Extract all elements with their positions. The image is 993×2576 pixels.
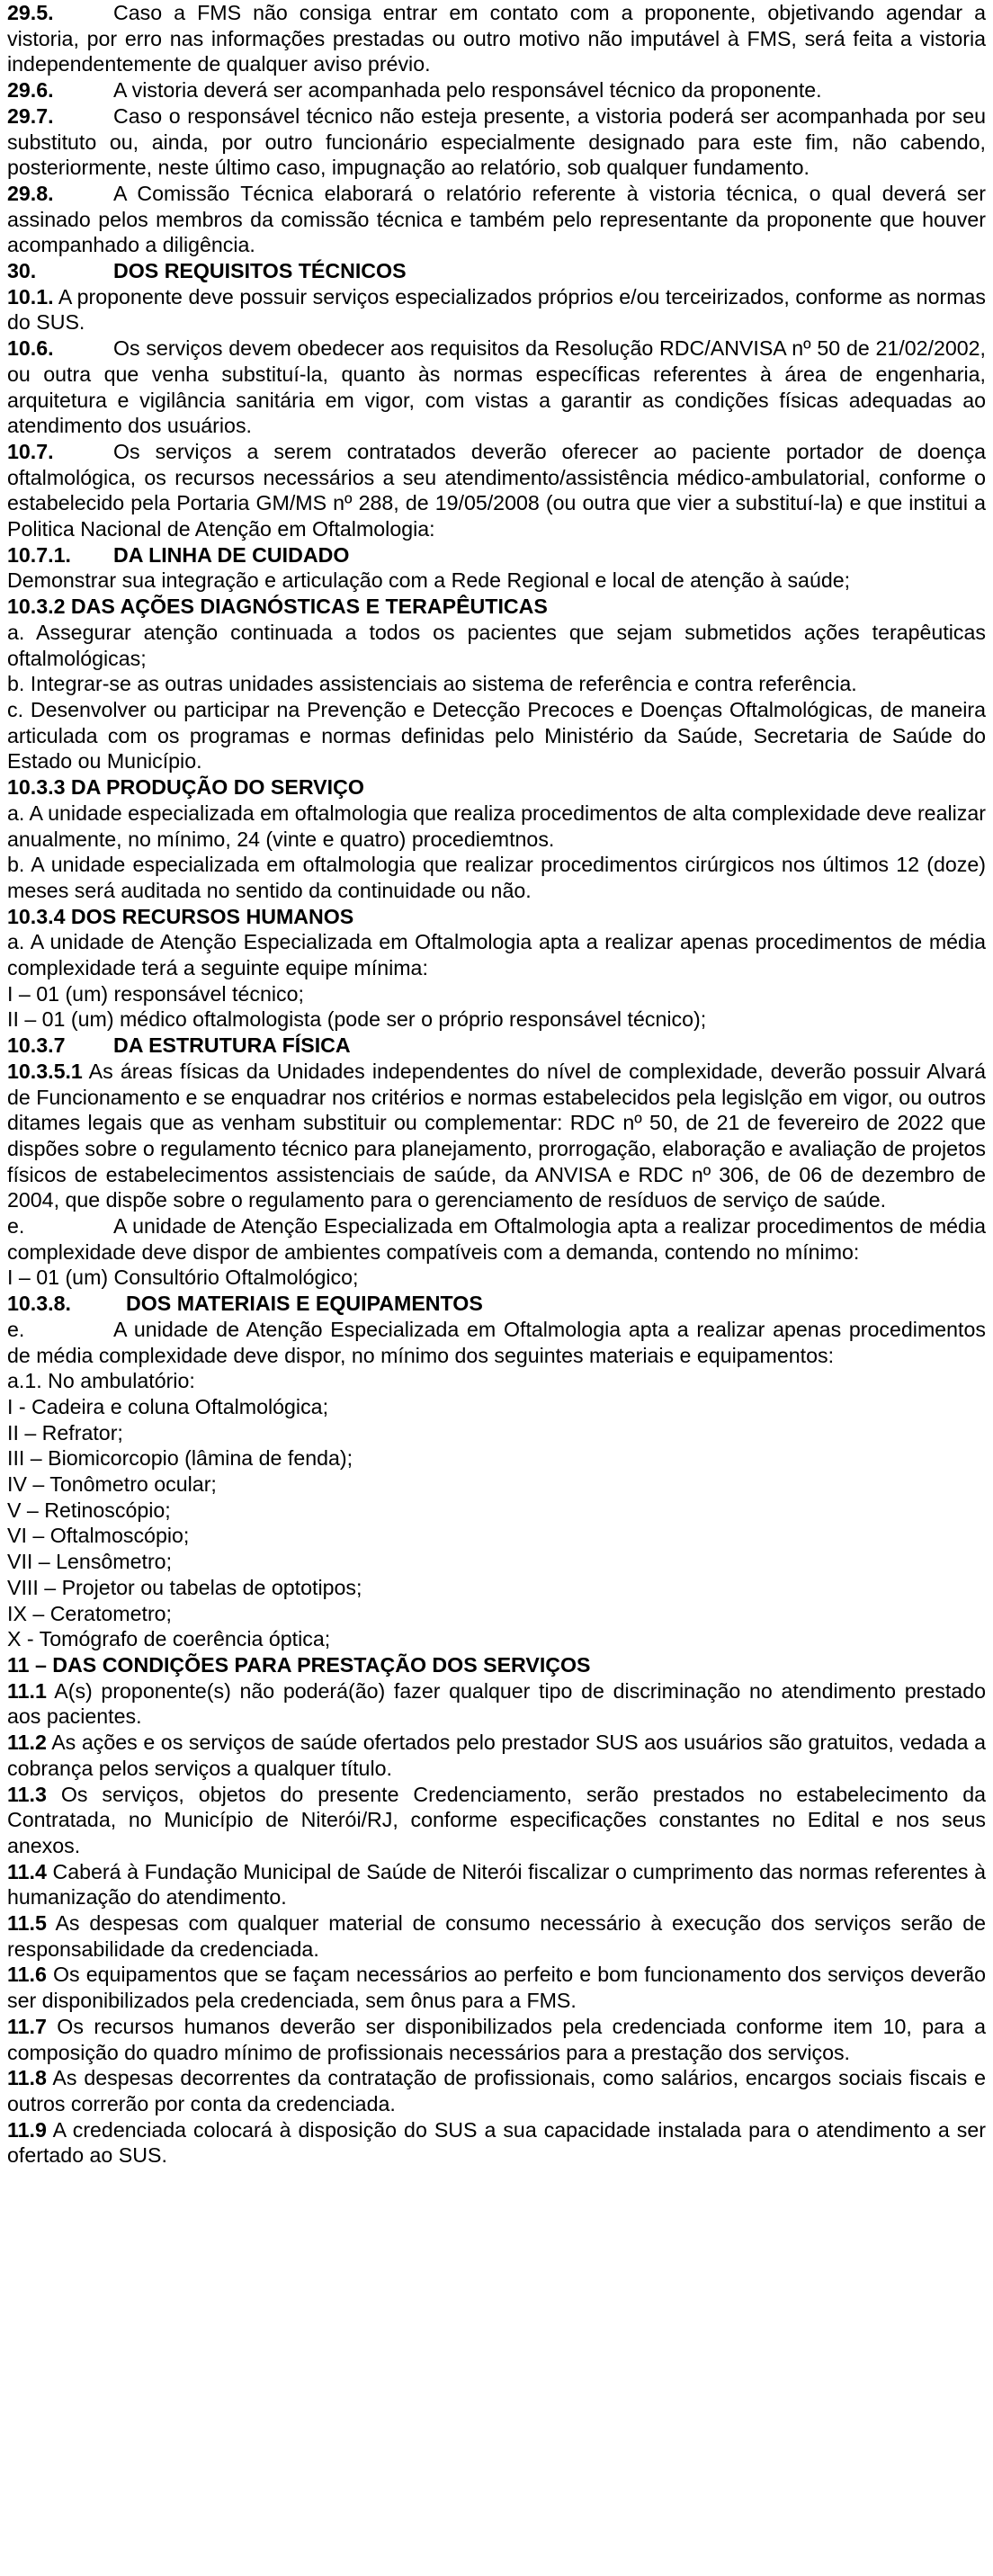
clause-text: Os recursos humanos deverão ser disponibilizados pela credenciada conforme item 10, para a composição do quadro mínimo de profissionais necessários para a prestação dos serviços.	[7, 2014, 986, 2064]
list-item-e	[7, 1317, 986, 1368]
clause-number: 10.7.	[7, 439, 54, 463]
section-title: DOS MATERIAIS E EQUIPAMENTOS	[126, 1292, 483, 1316]
list-item-a	[7, 801, 986, 852]
clause-text: II – Refrator;	[7, 1420, 123, 1445]
clause-text: b. A unidade especializada em oftalmologia que realizar procedimentos cirúrgicos nos últimos 12 (doze) meses será auditada no sentido da continuidade ou não.	[7, 853, 986, 902]
paragraph-11-4	[7, 1859, 986, 1910]
paragraph-11-6	[7, 1962, 986, 2013]
clause-number: 11.8	[7, 2066, 47, 2090]
paragraph-10-1	[7, 284, 986, 335]
equipment-item	[7, 1626, 986, 1652]
equipment-item	[7, 1471, 986, 1498]
clause-number: 11.7	[7, 2014, 47, 2038]
equipment-item	[7, 1575, 986, 1601]
clause-text: a. A unidade especializada em oftalmologia que realiza procedimentos de alta complexidade deve realizar anualmente, no mínimo, 24 (vinte e quatro) procediemtnos.	[7, 801, 986, 851]
list-item-a1	[7, 1368, 986, 1394]
clause-text: A unidade de Atenção Especializada em Oftalmologia apta a realizar procedimentos de média complexidade deve dispor de ambientes compatíveis com a demanda, contendo no mínimo:	[7, 1214, 986, 1264]
clause-number: 11.3	[7, 1782, 47, 1806]
section-title: DA LINHA DE CUIDADO	[113, 542, 350, 567]
clause-text: A(s) proponente(s) não poderá(ão) fazer qualquer tipo de discriminação no atendimento prestado aos pacientes.	[7, 1678, 986, 1729]
paragraph-10-7	[7, 439, 986, 542]
clause-number: 11.4	[7, 1859, 47, 1883]
paragraph-11-7	[7, 2014, 986, 2065]
clause-number: 29.5.	[7, 1, 54, 24]
equipment-item	[7, 1420, 986, 1446]
clause-text: A Comissão Técnica elaborará o relatório referente à vistoria técnica, o qual deverá ser assinado pelos membros da comissão técnica e também pelo representante da proponente que houver acompanhado a diligência.	[7, 181, 986, 257]
section-heading-10-3-3: 10.3.3 DA PRODUÇÃO DO SERVIÇO	[7, 775, 364, 800]
section-number: 10.3.8.	[7, 1292, 71, 1316]
clause-text: a. A unidade de Atenção Especializada em Oftalmologia apta a realizar apenas procedimentos de média complexidade terá a seguinte equipe mínima:	[7, 930, 986, 980]
clause-text: A proponente deve possuir serviços especializados próprios e/ou terceirizados, conforme as normas do SUS.	[7, 284, 986, 335]
clause-text: a. Assegurar atenção continuada a todos os pacientes que sejam submetidos ações terapêuticas oftalmológicas;	[7, 620, 986, 670]
section-number: 10.7.1.	[7, 542, 71, 567]
equipment-item	[7, 1498, 986, 1524]
clause-text: Caso o responsável técnico não esteja presente, a vistoria poderá ser acompanhada por seu substituto ou, ainda, por outro funcionário especialmente designado para este fim, não cabendo, posteriormente, neste último caso, impugnação ao relatório, sob qualquer fundamento.	[7, 103, 986, 180]
clause-text: c. Desenvolver ou participar na Prevenção e Detecção Precoces e Doenças Oftalmológicas, de maneira articulada com os programas e normas definidas pelo Ministério da Saúde, Secretaria de Saúde do Estado ou Município.	[7, 697, 986, 774]
equipment-item	[7, 1394, 986, 1420]
clause-number: 10.6.	[7, 336, 54, 361]
section-heading-10-3-7	[7, 1033, 986, 1059]
clause-number: 29.8.	[7, 181, 54, 205]
list-item-e	[7, 1213, 986, 1265]
clause-text: b. Integrar-se as outras unidades assistenciais ao sistema de referência e contra referência.	[7, 672, 857, 696]
clause-text: Caberá à Fundação Municipal de Saúde de Niterói fiscalizar o cumprimento das normas referentes à humanização do atendimento.	[7, 1859, 986, 1910]
clause-text: X - Tomógrafo de coerência óptica;	[7, 1627, 331, 1651]
list-marker: e.	[7, 1317, 25, 1341]
paragraph-29-8	[7, 181, 986, 258]
clause-text: VI – Oftalmoscópio;	[7, 1524, 190, 1548]
section-heading-10-3-2: 10.3.2 DAS AÇÕES DIAGNÓSTICAS E TERAPÊUTICAS	[7, 595, 548, 619]
paragraph-11-3	[7, 1782, 986, 1859]
section-heading-11: 11 – DAS CONDIÇÕES PARA PRESTAÇÃO DOS SERVIÇOS	[7, 1653, 591, 1677]
clause-number: 11.5	[7, 1911, 47, 1936]
clause-number: 10.1.	[7, 284, 54, 309]
list-item-a	[7, 620, 986, 671]
paragraph-linha-cuidado	[7, 568, 986, 594]
clause-text: As ações e os serviços de saúde ofertados pelo prestador SUS aos usuários são gratuitos, vedada a cobrança pelos serviços a qualquer título.	[7, 1731, 986, 1780]
clause-text: As áreas físicas da Unidades independentes do nível de complexidade, deverão possuir Alvará de Funcionamento e se enquadrar nos critérios e normas estabelecidos pela legislção em vigor, ou outros ditames legais que as venham substituir ou complementar: RDC nº 50, de 21 de fevereiro de 2022 que dispões sobre o regulamento técnico para planejamento, prorrogação, elaboração e avaliação de projetos físicos de estabelecimentos assistenciais de saúde, da ANVISA e RDC nº 306, de 06 de dezembro de 2004, que dispõe sobre o regulamento para o gerenciamento de resíduos de serviço de saúde.	[7, 1059, 986, 1212]
section-heading-10-3-4: 10.3.4 DOS RECURSOS HUMANOS	[7, 904, 354, 928]
section-number: 30.	[7, 259, 37, 283]
clause-text: As despesas decorrentes da contratação de profissionais, como salários, encargos sociais fiscais e outros correrão por conta da credenciada.	[7, 2066, 986, 2115]
clause-text: V – Retinoscópio;	[7, 1498, 171, 1522]
paragraph-29-6	[7, 77, 986, 103]
clause-text: A unidade de Atenção Especializada em Oftalmologia apta a realizar apenas procedimentos de média complexidade deve dispor, no mínimo dos seguintes materiais e equipamentos:	[7, 1317, 986, 1367]
clause-text: Caso a FMS não consiga entrar em contato com a proponente, objetivando agendar a vistoria, por erro nas informações prestadas ou outro motivo não imputável à FMS, será feita a vistoria independentemente de qualquer aviso prévio.	[7, 1, 986, 76]
clause-number: 10.3.5.1	[7, 1059, 83, 1083]
clause-text: I – 01 (um) responsável técnico;	[7, 981, 304, 1006]
list-item-a	[7, 929, 986, 980]
list-item-b	[7, 852, 986, 903]
clause-text: a.1. No ambulatório:	[7, 1369, 195, 1393]
paragraph-11-8	[7, 2065, 986, 2116]
list-item-roman	[7, 1006, 986, 1033]
paragraph-29-5	[7, 0, 986, 77]
equipment-item	[7, 1445, 986, 1471]
section-number: 10.3.7	[7, 1033, 66, 1058]
clause-text: IX – Ceratometro;	[7, 1601, 172, 1625]
section-heading-10-3-8	[7, 1291, 986, 1317]
section-heading-10-7-1	[7, 542, 986, 568]
paragraph-10-3-5-1	[7, 1059, 986, 1213]
clause-number: 11.6	[7, 1963, 47, 1987]
equipment-item	[7, 1601, 986, 1627]
clause-text: II – 01 (um) médico oftalmologista (pode ser o próprio responsável técnico);	[7, 1007, 707, 1032]
list-item-roman	[7, 1265, 986, 1291]
paragraph-11-2	[7, 1730, 986, 1781]
clause-number: 29.7.	[7, 103, 54, 128]
clause-text: A credenciada colocará à disposição do SUS a sua capacidade instalada para o atendimento a ser ofertado ao SUS.	[7, 2117, 986, 2168]
section-title: DOS REQUISITOS TÉCNICOS	[113, 259, 407, 283]
clause-text: VII – Lensômetro;	[7, 1550, 173, 1574]
equipment-item	[7, 1549, 986, 1575]
clause-text: Demonstrar sua integração e articulação com a Rede Regional e local de atenção à saúde;	[7, 568, 851, 593]
list-item-roman	[7, 981, 986, 1007]
list-item-c	[7, 697, 986, 774]
paragraph-10-6	[7, 335, 986, 439]
clause-text: Os equipamentos que se façam necessários ao perfeito e bom funcionamento dos serviços deverão ser disponibilizados pela credenciada, sem ônus para a FMS.	[7, 1963, 987, 2013]
clause-text: As despesas com qualquer material de consumo necessário à execução dos serviços serão de responsabilidade da credenciada.	[7, 1911, 986, 1961]
list-item-b	[7, 671, 986, 697]
clause-text: III – Biomicorcopio (lâmina de fenda);	[7, 1446, 353, 1471]
clause-text: I – 01 (um) Consultório Oftalmológico;	[7, 1266, 359, 1290]
clause-number: 11.2	[7, 1731, 47, 1755]
paragraph-29-7	[7, 103, 986, 181]
list-marker: e.	[7, 1214, 25, 1239]
clause-text: Os serviços, objetos do presente Credenciamento, serão prestados no estabelecimento da Contratada, no Município de Niterói/RJ, conforme especificações constantes no Edital e nos seus anexos.	[7, 1782, 986, 1857]
section-heading-30	[7, 258, 986, 284]
clause-number: 11.9	[7, 2117, 47, 2142]
clause-text: I - Cadeira e coluna Oftalmológica;	[7, 1394, 329, 1418]
paragraph-11-1	[7, 1678, 986, 1730]
equipment-item	[7, 1523, 986, 1549]
clause-number: 11.1	[7, 1678, 47, 1703]
clause-text: Os serviços devem obedecer aos requisitos da Resolução RDC/ANVISA nº 50 de 21/02/2002, ou outra que venha substituí-la, quanto às normas específicas referentes à área de engenharia, arquitetura e vigilância sanitária em vigor, com vistas a garantir as condições físicas adequadas ao atendimento dos usuários.	[7, 336, 986, 438]
paragraph-11-5	[7, 1910, 986, 1962]
clause-text: A vistoria deverá ser acompanhada pelo responsável técnico da proponente.	[113, 78, 822, 103]
section-title: DA ESTRUTURA FÍSICA	[113, 1033, 351, 1058]
clause-text: VIII – Projetor ou tabelas de optotipos;	[7, 1575, 362, 1599]
clause-text: IV – Tonômetro ocular;	[7, 1472, 217, 1497]
paragraph-11-9	[7, 2117, 986, 2169]
clause-number: 29.6.	[7, 78, 54, 103]
clause-text: Os serviços a serem contratados deverão oferecer ao paciente portador de doença oftalmológica, os recursos necessários a seu atendimento/assistência médico-ambulatorial, conforme o estabelecido pela Portaria GM/MS nº 288, de 19/05/2008 (ou outra que vier a substituí-la) e que institui a Politica Nacional de Atenção em Oftalmologia:	[7, 439, 986, 541]
